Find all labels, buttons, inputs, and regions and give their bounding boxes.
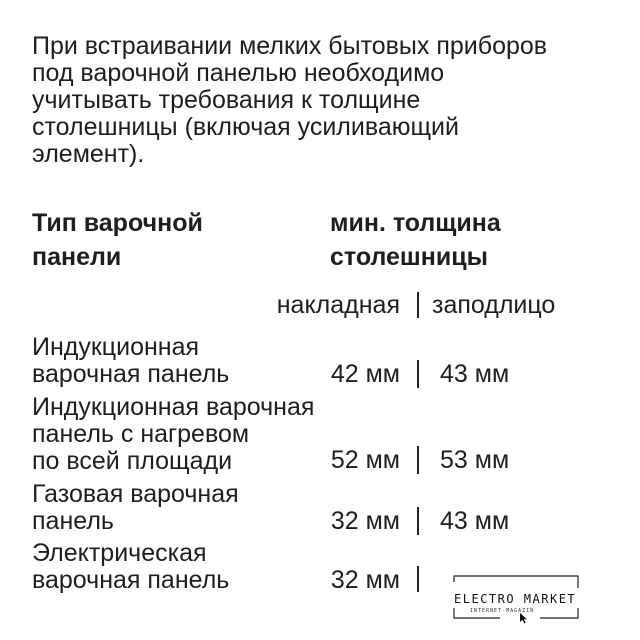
table-cell-flush: 43 мм	[440, 360, 510, 388]
table-row-name: Индукционная варочная панель с нагревом по всей площади	[32, 393, 315, 475]
column-divider	[417, 566, 419, 592]
table-row-name: Электрическая варочная панель	[32, 539, 230, 594]
logo-subtitle: INTERNET-MAGAZIN	[470, 608, 535, 614]
table-cell-overlay: 52 мм	[330, 446, 400, 474]
column-header-hob-type: Тип варочной панели	[32, 209, 203, 271]
column-divider	[417, 507, 419, 535]
table-cell-flush: 53 мм	[440, 446, 510, 474]
table-row-name: Индукционная варочная панель	[32, 333, 230, 388]
table-cell-overlay: 32 мм	[330, 566, 400, 594]
logo-title: ELECTRO MARKET	[454, 592, 577, 606]
subheader-overlay: накладная	[276, 291, 400, 319]
intro-line: элемент).	[32, 140, 145, 168]
table-cell-overlay: 42 мм	[330, 360, 400, 388]
intro-line: При встраивании мелких бытовых приборов	[32, 32, 548, 60]
electro-market-watermark	[440, 562, 585, 624]
column-divider	[417, 360, 419, 388]
intro-line: столешницы (включая усиливающий	[32, 113, 459, 141]
subheader-flush: заподлицо	[432, 291, 556, 319]
table-row-name: Газовая варочная панель	[32, 480, 239, 535]
column-divider	[417, 446, 419, 474]
column-divider	[417, 292, 419, 318]
cursor-arrow-icon	[520, 613, 528, 624]
table-cell-flush: 43 мм	[440, 507, 510, 535]
intro-line: учитывать требования к толщине	[32, 86, 421, 114]
column-header-min-thickness: мин. толщина столешницы	[330, 209, 501, 271]
intro-line: под варочной панелью необходимо	[32, 59, 445, 87]
intro-paragraph	[32, 33, 632, 168]
table-cell-overlay: 32 мм	[330, 507, 400, 535]
